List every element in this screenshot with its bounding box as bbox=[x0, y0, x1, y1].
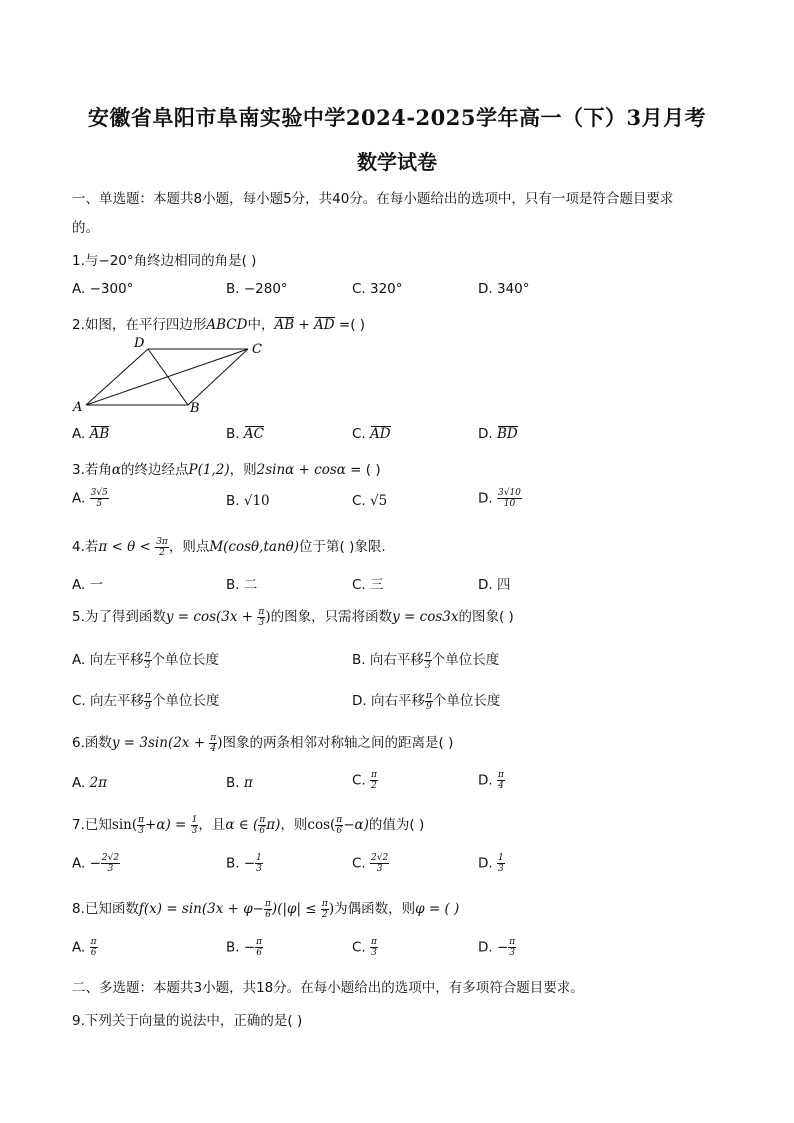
q2-option-c: C. AD bbox=[352, 426, 391, 442]
q6-option-d: D. $\frac{\pi}{4}$ bbox=[478, 770, 504, 791]
vertex-label-a: A bbox=[73, 400, 83, 415]
q1-option-c: C. 320° bbox=[352, 281, 403, 297]
q7-stem: 7.已知sin( $\frac{\pi}{3}$ +α) = $\frac{1}{3}$ ，且α ∈ ( $\frac{\pi}{6}$ π)，则cos( $\frac{\pi}{6}$ −α)的值为( ) bbox=[72, 814, 425, 836]
q8-option-a: A. $\frac{\pi}{6}$ bbox=[72, 937, 97, 958]
q7-option-b: B. − $\frac{1}{3}$ bbox=[226, 853, 262, 874]
q8-stem: 8.已知函数f(x) = sin(3x + φ− $\frac{\pi}{6}$ )(|φ| ≤ $\frac{\pi}{2}$ )为偶函数，则φ = ( ) bbox=[72, 898, 460, 920]
q4-option-d: D. 四 bbox=[478, 577, 511, 593]
q1-option-a: A. −300° bbox=[72, 281, 134, 297]
q5-option-a: A. 向左平移 $\frac{\pi}{3}$ 个单位长度 bbox=[72, 649, 220, 671]
exam-title: 安徽省阜阳市阜南实验中学2024-2025学年高一（下）3月月考 bbox=[87, 105, 707, 130]
q4-stem: 4.若π < θ < $\frac{3\pi}{2}$ ，则点M(cosθ,tanθ)位于第( )象限. bbox=[72, 536, 386, 558]
q3-option-b: B. √10 bbox=[226, 493, 270, 509]
section2-heading: 二、多选题：本题共3小题，共18分。在每小题给出的选项中，有多项符合题目要求。 bbox=[72, 980, 584, 996]
q6-option-c: C. $\frac{\pi}{2}$ bbox=[352, 770, 377, 791]
q7-option-d: D. $\frac{1}{3}$ bbox=[478, 853, 504, 874]
q6-option-a: A. 2π bbox=[72, 775, 108, 791]
q5-option-c: C. 向左平移 $\frac{\pi}{9}$ 个单位长度 bbox=[72, 690, 220, 712]
vertex-label-c: C bbox=[252, 342, 262, 357]
q1-option-b: B. −280° bbox=[226, 281, 288, 297]
q3-option-d: D. $\frac{3√10}{10}$ bbox=[478, 488, 521, 509]
q9-stem: 9.下列关于向量的说法中，正确的是( ) bbox=[72, 1013, 303, 1029]
vertex-label-b: B bbox=[190, 401, 200, 416]
q2-stem: 2.如图，在平行四边形ABCD中，AB + AD =( ) bbox=[72, 317, 366, 333]
q5-option-d: D. 向右平移 $\frac{\pi}{9}$ 个单位长度 bbox=[352, 690, 501, 712]
q4-option-b: B. 二 bbox=[226, 577, 258, 593]
exam-subtitle: 数学试卷 bbox=[357, 150, 437, 174]
q3-option-a: A. $\frac{3√5}{5}$ bbox=[72, 488, 108, 509]
section1-heading-cont: 的。 bbox=[72, 220, 99, 236]
q5-option-b: B. 向右平移 $\frac{\pi}{3}$ 个单位长度 bbox=[352, 649, 500, 671]
q3-option-c: C. √5 bbox=[352, 493, 388, 509]
q3-stem: 3.若角α的终边经点P(1,2)，则2sinα + cosα = ( ) bbox=[72, 462, 381, 478]
q2-option-d: D. BD bbox=[478, 426, 518, 442]
q1-option-d: D. 340° bbox=[478, 281, 530, 297]
q4-option-c: C. 三 bbox=[352, 577, 384, 593]
diagonal-bd bbox=[148, 349, 188, 405]
q8-option-c: C. $\frac{\pi}{3}$ bbox=[352, 937, 377, 958]
edge-da bbox=[86, 349, 148, 405]
q7-option-a: A. − $\frac{2√2}{3}$ bbox=[72, 853, 120, 874]
diagonal-ac bbox=[86, 349, 248, 405]
vertex-label-d: D bbox=[134, 336, 145, 351]
q2-option-a: A. AB bbox=[72, 426, 110, 442]
q2-option-b: B. AC bbox=[226, 426, 264, 442]
section1-heading: 一、单选题：本题共8小题，每小题5分，共40分。在每小题给出的选项中，只有一项是符合题目要求 bbox=[72, 191, 674, 207]
q5-stem: 5.为了得到函数y = cos(3x + $\frac{\pi}{3}$ )的图象，只需将函数y = cos3x的图象( ) bbox=[72, 606, 514, 628]
q6-option-b: B. π bbox=[226, 775, 253, 791]
q8-option-b: B. − $\frac{\pi}{6}$ bbox=[226, 937, 263, 958]
edge-bc bbox=[188, 349, 248, 405]
parallelogram-figure bbox=[70, 336, 270, 416]
q6-stem: 6.函数y = 3sin(2x + $\frac{\pi}{4}$ )图象的两条相邻对称轴之间的距离是( ) bbox=[72, 732, 454, 754]
q1-stem: 1.与−20°角终边相同的角是( ) bbox=[72, 253, 257, 269]
q7-option-c: C. $\frac{2√2}{3}$ bbox=[352, 853, 389, 874]
q4-option-a: A. 一 bbox=[72, 577, 104, 593]
q8-option-d: D. − $\frac{\pi}{3}$ bbox=[478, 937, 516, 958]
